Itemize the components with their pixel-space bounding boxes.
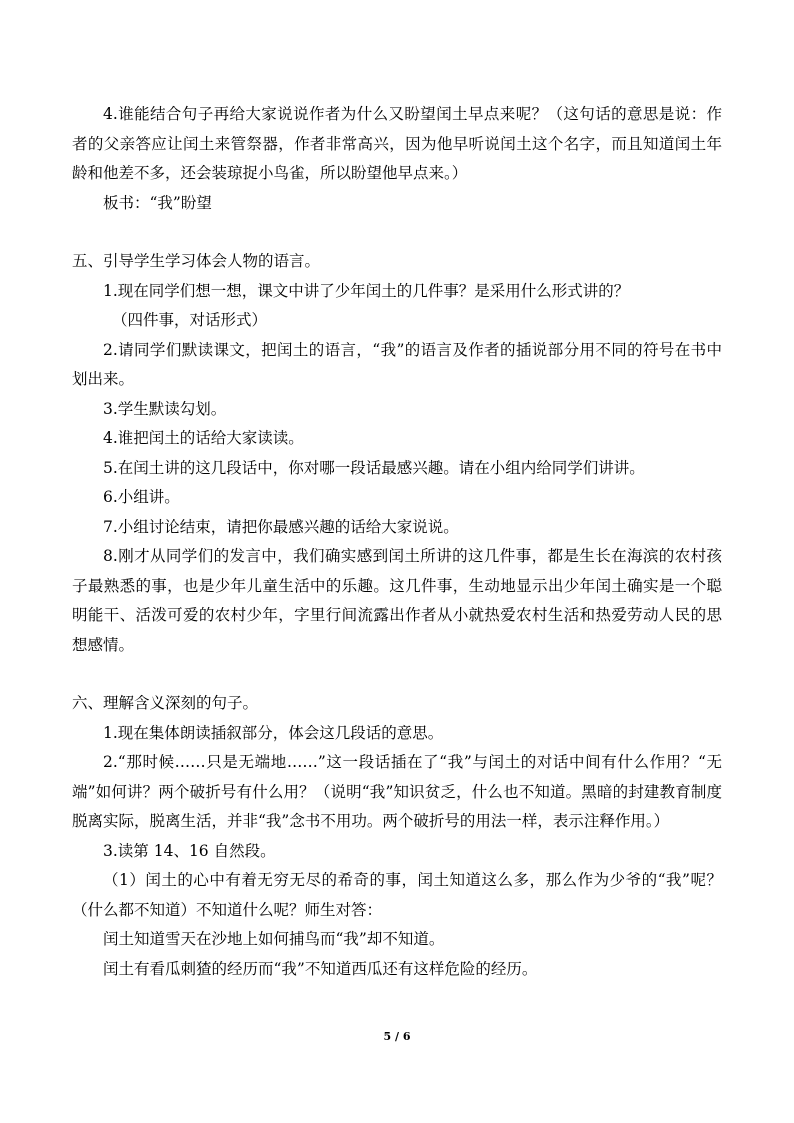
page-number: 5 / 6	[383, 1030, 411, 1043]
paragraph: 4.谁把闰土的话给大家读读。	[103, 429, 304, 447]
paragraph: 6.小组讲。	[103, 488, 180, 506]
section-4	[72, 100, 722, 218]
paragraph: 闰土有看瓜刺猹的经历而“我”不知道西瓜还有这样危险的经历。	[103, 959, 538, 978]
paragraph: 1.现在同学们想一想，课文中讲了少年闰土的几件事？是采用什么形式讲的？	[103, 281, 630, 300]
paragraph-answer: （四件事，对话形式）	[112, 311, 268, 329]
paragraph: 3.读第 14、16 自然段。	[103, 841, 276, 860]
paragraph-blackboard-note: 板书：“我”盼望	[103, 193, 212, 212]
paragraph: 4.谁能结合句子再给大家说说作者为什么又盼望闰土早点来呢？（这句话的意思是说：作者的父亲答应让闰土来管祭器，作者非常高兴，因为他早听说闰土这个名字，而且知道闰土年龄和他差不多，还会装琼捉小鸟雀，所以盼望他早点来。）	[72, 105, 722, 182]
paragraph: 闰土知道雪天在沙地上如何捕鸟而“我”却不知道。	[103, 930, 445, 948]
paragraph: （1）闰土的心中有着无穷无尽的希奇的事，闰土知道这么多，那么作为少爷的“我”呢？（什么都不知道）不知道什么呢？师生对答：	[72, 871, 722, 919]
section-heading: 六、理解含义深刻的句子。	[72, 694, 259, 712]
section-6	[72, 689, 722, 984]
paragraph: 5.在闰土讲的这几段话中，你对哪一段话最感兴趣。请在小组内给同学们讲讲。	[103, 458, 645, 477]
document-body	[72, 100, 722, 984]
paragraph: 2.请同学们默读课文，把闰土的语言，“我”的语言及作者的插说部分用不同的符号在书中划出来。	[72, 340, 722, 388]
section-heading: 五、引导学生学习体会人物的语言。	[72, 252, 321, 270]
section-5	[72, 247, 722, 660]
paragraph: 2.“那时候……只是无端地……”这一段话插在了“我”与闰土的对话中间有什么作用？“无端”如何讲？两个破折号有什么用？（说明“我”知识贫乏，什么也不知道。黑暗的封建教育制度脱离实际，脱离生活，并非“我”念书不用功。两个破折号的用法一样，表示注释作用。）	[72, 753, 722, 830]
paragraph: 3.学生默读勾划。	[103, 399, 227, 418]
paragraph: 1.现在集体朗读插叙部分，体会这几段话的意思。	[103, 723, 444, 742]
paragraph: 8.刚才从同学们的发言中，我们确实感到闰土所讲的这几件事，都是生长在海滨的农村孩子最熟悉的事，也是少年儿童生活中的乐趣。这几件事，生动地显示出少年闰土确实是一个聪明能干、活泼可爱的农村少年，字里行间流露出作者从小就热爱农村生活和热爱劳动人民的思想感情。	[72, 547, 722, 654]
paragraph: 7.小组讨论结束，请把你最感兴趣的话给大家说说。	[103, 517, 459, 536]
